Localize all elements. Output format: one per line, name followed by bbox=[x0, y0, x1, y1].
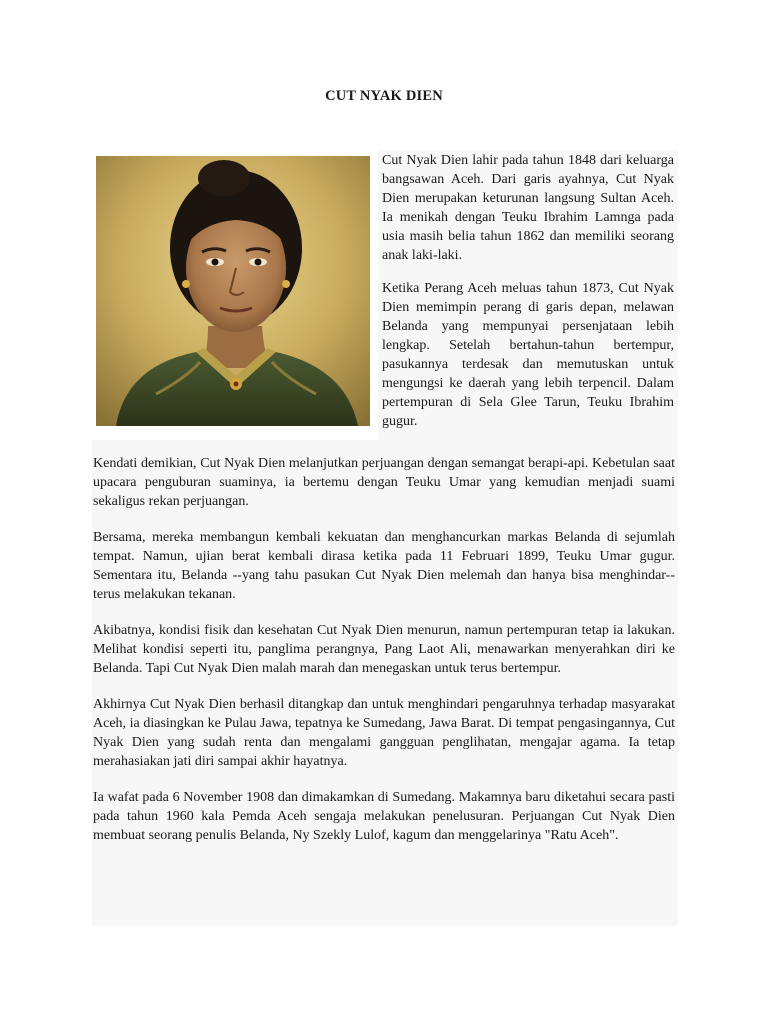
intro-paragraph-2: Ketika Perang Aceh meluas tahun 1873, Cut Nyak Dien memimpin perang di garis depan, melawan Belanda yang mempunyai persenjataan lebih lengkap. Setelah bertahun-tahun bertempur, pasukannya terdesak dan memutuskan untuk mengungsi ke daerah yang lebih terpencil. Dalam pertempuran di Sela Glee Tarun, Teuku Ibrahim gugur. bbox=[382, 281, 674, 429]
body-paragraph-3: Akibatnya, kondisi fisik dan kesehatan Cut Nyak Dien menurun, namun pertempuran tetap ia lakukan. Melihat kondisi seperti itu, panglima perangnya, Pang Laot Ali, menawarkan menyerahkan diri ke Belanda. Tapi Cut Nyak Dien malah marah dan menegaskan untuk terus bertempur. bbox=[93, 623, 675, 676]
page-title: CUT NYAK DIEN bbox=[325, 88, 443, 104]
body-paragraph-1: Kendati demikian, Cut Nyak Dien melanjutkan perjuangan dengan semangat berapi-api. Kebetulan saat upacara penguburan suaminya, ia bertemu dengan Teuku Umar yang kemudian menjadi suami sekaligus rekan perjuangan. bbox=[93, 456, 675, 509]
body-paragraph-2: Bersama, mereka membangun kembali kekuatan dan menghancurkan markas Belanda di sejumlah tempat. Namun, ujian berat kembali dirasa ketika pada 11 Februari 1899, Teuku Umar gugur. Sementara itu, Belanda --yang tahu pasukan Cut Nyak Dien melemah dan hanya bisa menghindar-- terus melakukan tekanan. bbox=[93, 530, 675, 602]
intro-paragraph-1: Cut Nyak Dien lahir pada tahun 1848 dari keluarga bangsawan Aceh. Dari garis ayahnya, Cut Nyak Dien merupakan keturunan langsung Sultan Aceh. Ia menikah dengan Teuku Ibrahim Lamnga pada usia masih belia tahun 1862 dan memiliki seorang anak laki-laki. bbox=[382, 153, 674, 263]
body-text bbox=[93, 454, 675, 862]
body-paragraph-4: Akhirnya Cut Nyak Dien berhasil ditangkap dan untuk menghindari pengaruhnya terhadap masyarakat Aceh, ia diasingkan ke Pulau Jawa, tepatnya ke Sumedang, Jawa Barat. Di tempat pengasingannya, Cut Nyak Dien yang sudah renta dan mengalami gangguan penglihatan, mengajar agama. Ia tetap merahasiakan jati diri sampai akhir hayatnya. bbox=[93, 697, 675, 769]
intro-text bbox=[382, 151, 674, 445]
body-paragraph-5: Ia wafat pada 6 November 1908 dan dimakamkan di Sumedang. Makamnya baru diketahui secara pasti pada tahun 1960 kala Pemda Aceh sengaja melakukan penelusuran. Perjuangan Cut Nyak Dien membuat seorang penulis Belanda, Ny Szekly Lulof, kagum dan menggelarinya "Ratu Aceh". bbox=[93, 790, 675, 843]
portrait-image bbox=[96, 156, 370, 426]
